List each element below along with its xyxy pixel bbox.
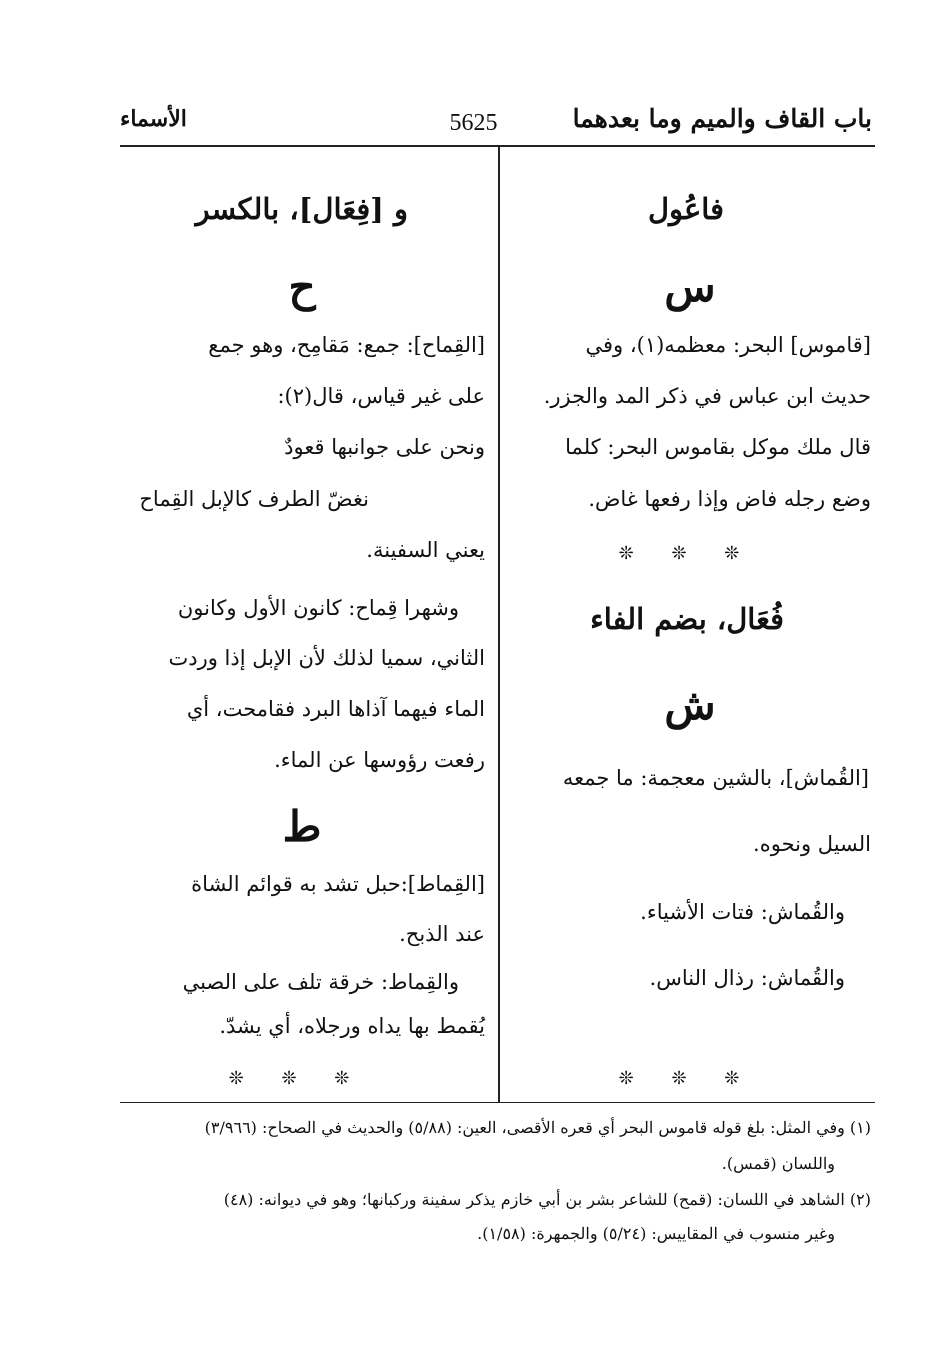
qimat2-line-2: يُقمط بها يداه ورجلاه، أي يشدّ. [219, 1014, 485, 1038]
shahra-line-3: الماء فيهما آذاها البرد فقامحت، أي [186, 697, 485, 721]
section-separator-stars: ❊ ❊ ❊ [618, 1068, 756, 1089]
qimah-line-2: على غير قياس، قال(٢): [277, 384, 485, 408]
running-head-section: الأسماء [120, 106, 187, 132]
qamus-line-2: حديث ابن عباس في ذكر المد والجزر. [543, 384, 871, 408]
footnote-rule [120, 1102, 875, 1103]
section-title-faul: فاعُول [647, 192, 724, 226]
footnote-1-line-2: واللسان (قمس). [721, 1154, 835, 1173]
qimat2-line-1: والقِماط: خرقة تلف على الصبي [182, 970, 459, 994]
letter-heading-tah: ط [282, 802, 322, 851]
qimat-line-2: عند الذبح. [399, 922, 485, 946]
letter-heading-hah: ح [288, 262, 316, 311]
qumash-line-1: [القُماش]، بالشين معجمة: ما جمعه [562, 766, 869, 790]
shahra-line-4: رفعت رؤوسها عن الماء. [274, 748, 485, 772]
qumash-entry-3: والقُماش: رذال الناس. [649, 966, 845, 990]
verse-note: يعني السفينة. [366, 538, 485, 562]
qamus-line-3: قال ملك موكل بقاموس البحر: كلما [565, 435, 871, 459]
section-separator-stars: ❊ ❊ ❊ [618, 543, 756, 564]
column-divider [498, 147, 500, 1102]
letter-heading-sheen: ش [664, 680, 716, 729]
qimah-line-1: [القِماح]: جمع: مَقامِح، وهو جمع [208, 333, 485, 357]
letter-heading-seen: س [664, 262, 716, 311]
qimat-line-1: [القِماط]:حبل تشد به قوائم الشاة [191, 872, 485, 896]
footnote-2-line-2: وغير منسوب في المقاييس: (٥/٢٤) والجمهرة: (١/٥٨). [477, 1224, 835, 1243]
section-title-fial: و [فِعَال]، بالكسر [195, 192, 408, 226]
footnote-1-line-1: (١) وفي المثل: بلغ قوله قاموس البحر أي قعره الأقصى، العين: (٥/٨٨) والحديث في الصحاح: (٣/٩٦٦) [204, 1118, 871, 1137]
shahra-line-2: الثاني، سميا لذلك لأن الإبل إذا وردت [168, 646, 485, 670]
qamus-line-1: [قاموس] البحر: معظمه(١)، وفي [585, 333, 871, 357]
qumash-entry-2: والقُماش: فتات الأشياء. [640, 900, 845, 924]
verse-line-1: ونحن على جوانبها قعودٌ [284, 435, 485, 459]
section-separator-stars: ❊ ❊ ❊ [228, 1068, 366, 1089]
shahra-line-1: وشهرا قِماح: كانون الأول وكانون [177, 596, 459, 620]
section-title-fual: فُعَال، بضم الفاء [590, 602, 784, 636]
qumash-line-2: السيل ونحوه. [753, 832, 871, 856]
footnote-2-line-1: (٢) الشاهد في اللسان: (قمح) للشاعر بشر بن أبي خازم يذكر سفينة وركبانها؛ وهو في ديوانه: (٤٨) [223, 1190, 871, 1209]
qamus-line-4: وضع رجله فاض وإذا رفعها غاض. [588, 487, 871, 511]
running-head-chapter: باب القاف والميم وما بعدهما [572, 104, 872, 133]
verse-line-2: نغضّ الطرف كالإبل القِماح [139, 487, 369, 511]
page-number: 5625 [449, 110, 498, 136]
